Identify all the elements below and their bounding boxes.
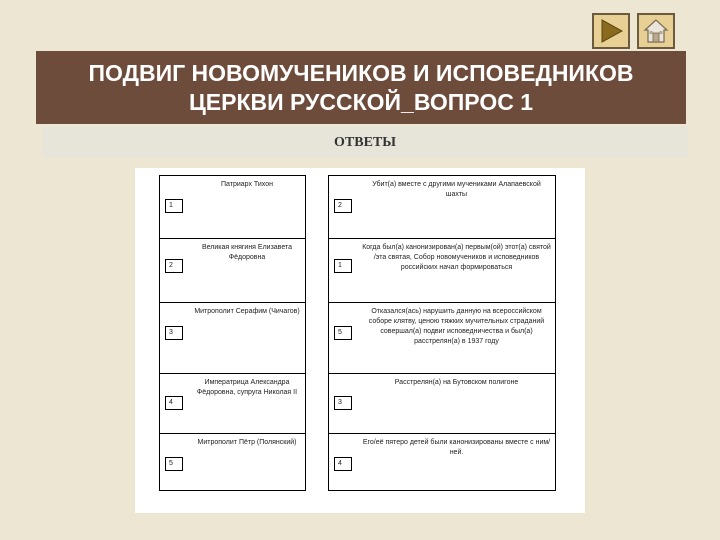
home-icon [643,18,669,44]
right-column-row-text: Расстрелян(а) на Бутовском полигоне [394,379,519,386]
right-column-row [329,176,555,239]
left-column-row-text: Митрополит Пётр (Полянский) [197,439,297,446]
title-line-2: ЦЕРКВИ РУССКОЙ_ВОПРОС 1 [188,88,534,115]
right-column-row-text: Убит(а) вместе с другими мучениками Алапаевской шахты [372,181,541,198]
left-column-row-number: 4 [165,396,183,410]
left-column-row-number: 2 [165,259,183,273]
left-column-row-number: 1 [165,199,183,213]
answers-subtitle: ОТВЕТЫ [42,126,688,158]
left-column-row [160,374,305,434]
left-column-row [160,239,305,303]
right-column-row-text: Его/её пятеро детей были канонизированы вместе с ним/ней. [362,439,551,456]
left-column-row-number: 5 [165,457,183,471]
right-column-row-number: 5 [334,326,352,340]
left-column-row [160,434,305,492]
page-title [36,51,686,124]
play-triangle-icon [599,19,623,43]
home-button[interactable] [637,13,675,49]
right-column-row-text: Отказался(ась) нарушить данную на всероссийском соборе клятву, ценою тяжких мучительных страданий совершал(а) подвиг исповедничества и был(а) расстрелян(а) в 1937 году [368,308,545,345]
right-column-row-text: Когда был(а) канонизирован(а) первым(ой) этот(а) святой /эта святая, Собор новомучеников и исповедников российских начал формироваться [362,244,551,271]
right-column-row-number: 4 [334,457,352,471]
next-slide-button[interactable] [592,13,630,49]
right-column-row-number: 1 [334,259,352,273]
right-column-row [329,239,555,303]
right-column-grid [328,175,556,491]
left-column-row-text: Митрополит Серафим (Чичагов) [194,308,300,315]
right-column-row-number: 3 [334,396,352,410]
left-column-grid [159,175,306,491]
left-column-row-text: Императрица Александра Фёдоровна, супруга Николая II [196,379,298,396]
left-column-row-number: 3 [165,326,183,340]
left-column-row [160,303,305,374]
right-column-row-number: 2 [334,199,352,213]
left-column-row [160,176,305,239]
right-column-row [329,374,555,434]
left-column-row-text: Великая княгиня Елизавета Фёдоровна [201,244,293,261]
answer-sheet [135,168,585,513]
title-line-1: ПОДВИГ НОВОМУЧЕНИКОВ И ИСПОВЕДНИКОВ [88,59,634,86]
right-column-row [329,303,555,374]
right-column-row [329,434,555,492]
left-column-row-text: Патриарх Тихон [221,181,273,188]
